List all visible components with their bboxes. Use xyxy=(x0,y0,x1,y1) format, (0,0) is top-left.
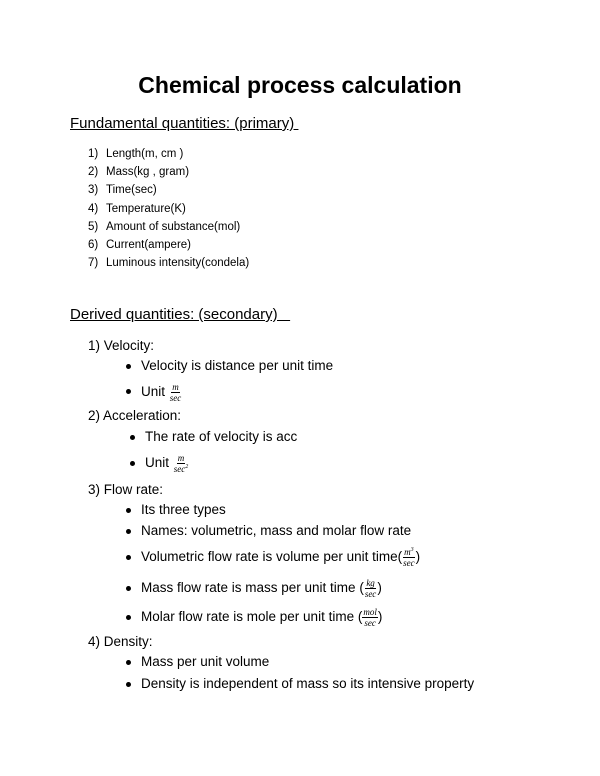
bullet xyxy=(126,529,131,534)
bullet xyxy=(130,435,135,440)
density-property: Density is independent of mass so its intensive property xyxy=(141,676,475,691)
unit-fraction: $\frac{m}{\sec}$ xyxy=(169,382,182,403)
bullet xyxy=(126,586,131,591)
list-item: 3) Time(sec) xyxy=(88,184,157,197)
list-item: 4) Temperature(K) xyxy=(88,202,186,215)
bullet xyxy=(126,364,131,369)
page-title: Chemical process calculation xyxy=(138,72,462,98)
bullet xyxy=(130,461,135,466)
bullet xyxy=(126,682,131,687)
list-item: 2) Mass(kg , gram) xyxy=(88,166,190,179)
derived-heading: Derived quantities: (secondary) xyxy=(70,306,291,323)
bullet xyxy=(126,660,131,665)
velocity-label: 1) Velocity: xyxy=(88,338,155,353)
list-item: 1) Length(m, cm ) xyxy=(88,148,184,160)
bullet xyxy=(126,615,131,620)
flow-rate-types: Its three types xyxy=(141,502,226,517)
acceleration-label: 2) Acceleration: xyxy=(88,408,182,423)
list-item: 6) Current(ampere) xyxy=(88,238,191,251)
unit-fraction: $\frac{kg}{\sec}$ xyxy=(364,578,377,599)
velocity-unit: Unit $\frac{m}{\sec}$ xyxy=(141,382,182,403)
acceleration-definition: The rate of velocity is acc xyxy=(145,429,298,444)
flow-rate-label: 3) Flow rate: xyxy=(88,482,164,497)
density-label: 4) Density: xyxy=(88,634,153,649)
unit-fraction: $\frac{m^3}{\sec}$ xyxy=(403,547,415,568)
acceleration-unit: Unit $\frac{m}{\sec^2}$ xyxy=(145,453,189,474)
mass-flow-rate: Mass flow rate is mass per unit time ( $\frac{kg}{\sec}$ ) xyxy=(141,578,382,599)
bullet xyxy=(126,508,131,513)
unit-fraction: $\frac{\text{mol}}{\sec}$ xyxy=(363,607,377,628)
unit-fraction: $\frac{m}{\sec^2}$ xyxy=(173,453,189,474)
volumetric-flow-rate: Volumetric flow rate is volume per unit time( $\frac{m^3}{\sec}$ ) xyxy=(141,547,421,568)
density-definition: Mass per unit volume xyxy=(141,654,270,669)
list-item: 7) Luminous intensity(condela) xyxy=(88,257,250,270)
list-item: 5) Amount of substance(mol) xyxy=(88,220,241,233)
flow-rate-names: Names: volumetric, mass and molar flow rate xyxy=(141,523,412,538)
fundamental-heading: Fundamental quantities: (primary) xyxy=(70,115,299,132)
bullet xyxy=(126,389,131,394)
bullet xyxy=(126,555,131,560)
molar-flow-rate: Molar flow rate is mole per unit time ( $\frac{\text{mol}}{\sec}$ ) xyxy=(141,607,383,628)
velocity-definition: Velocity is distance per unit time xyxy=(141,358,334,373)
fundamental-list xyxy=(88,145,249,272)
